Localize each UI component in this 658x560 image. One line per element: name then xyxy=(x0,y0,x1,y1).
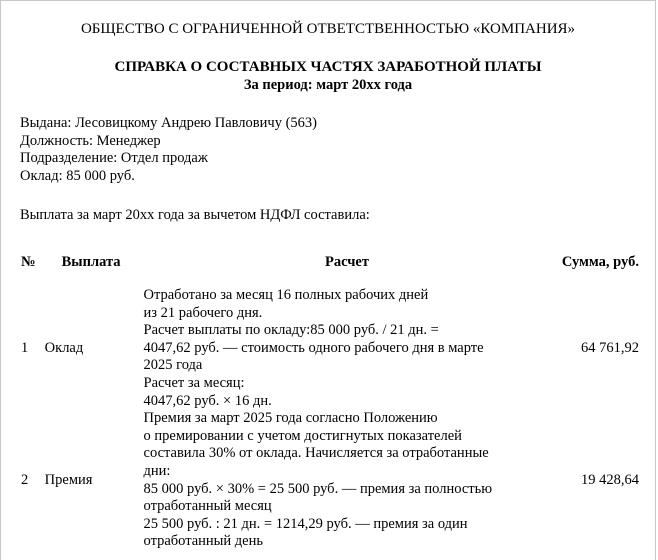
table-row xyxy=(18,410,642,551)
calc-line: о премировании с учетом достигнутых показателей xyxy=(143,427,462,444)
row-no: 2 xyxy=(21,471,29,488)
calc-line: из 21 рабочего дня. xyxy=(143,304,263,321)
payment-lead-text: Выплата за март 20хх года за вычетом НДФЛ составила: xyxy=(20,207,370,223)
calc-line: отработанный месяц xyxy=(143,498,272,515)
employee-info xyxy=(20,115,317,185)
header-payment: Выплата xyxy=(61,254,121,271)
calc-line: 2025 года xyxy=(143,357,203,374)
calc-line: Отработано за месяц 16 полных рабочих дней xyxy=(143,287,429,303)
document-period: За период: март 20хх года xyxy=(243,77,413,93)
payments-table xyxy=(18,239,642,551)
table-row xyxy=(18,287,642,410)
row-payment: Оклад xyxy=(44,339,84,356)
calc-line: Премия за март 2025 года согласно Положению xyxy=(143,410,438,427)
calc-line: Расчет за месяц: xyxy=(143,374,245,391)
calc-line: дни: xyxy=(143,462,171,479)
calc-line: отработанный день xyxy=(143,533,263,550)
issued-to: Выдана: Лесовицкому Андрею Павловичу (563) xyxy=(20,115,317,131)
row-calc xyxy=(141,287,554,410)
employee-department: Подразделение: Отдел продаж xyxy=(20,150,208,166)
table-header-row xyxy=(18,239,642,287)
calc-line: 4047,62 руб. × 16 дн. xyxy=(143,392,272,409)
calc-line: 85 000 руб. × 30% = 25 500 руб. — премия за полностью xyxy=(143,480,493,497)
employee-salary: Оклад: 85 000 руб. xyxy=(20,167,135,184)
row-payment: Премия xyxy=(44,471,93,488)
calc-line: составила 30% от оклада. Начисляется за отработанные xyxy=(143,445,489,462)
calc-line: 4047,62 руб. — стоимость одного рабочего дня в марте xyxy=(143,339,484,356)
calc-line: 25 500 руб. : 21 дн. = 1214,29 руб. — премия за один xyxy=(143,515,468,532)
header-calc: Расчет xyxy=(324,254,369,271)
header-sum: Сумма, руб. xyxy=(561,254,639,271)
row-sum: 64 761,92 xyxy=(581,339,639,356)
row-calc xyxy=(141,410,554,551)
header-no: № xyxy=(21,254,36,271)
company-name: ОБЩЕСТВО С ОГРАНИЧЕННОЙ ОТВЕТСТВЕННОСТЬЮ «КОМПАНИЯ» xyxy=(80,21,576,37)
row-no: 1 xyxy=(21,339,29,356)
document-title: СПРАВКА О СОСТАВНЫХ ЧАСТЯХ ЗАРАБОТНОЙ ПЛАТЫ xyxy=(114,59,542,75)
employee-position: Должность: Менеджер xyxy=(20,132,161,149)
calc-line: Расчет выплаты по окладу:85 000 руб. / 21 дн. = xyxy=(143,322,439,339)
row-sum: 19 428,64 xyxy=(581,471,639,488)
